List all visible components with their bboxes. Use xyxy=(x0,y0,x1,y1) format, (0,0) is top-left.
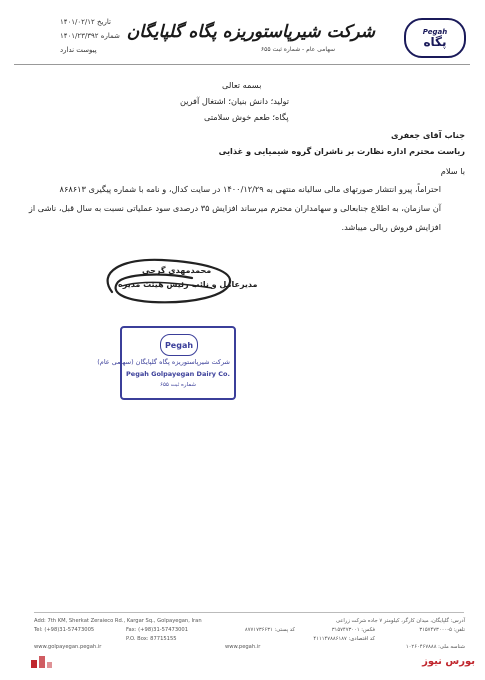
logo-text-fa: پگاه xyxy=(423,34,447,49)
stamp-fa-text: شرکت شیرپاستوریزه پگاه گلپایگان (سهامی عام) xyxy=(97,358,230,366)
stamp-registration: شماره ثبت ۶۵۵ xyxy=(160,382,196,388)
recipient-name: جناب آقای جعفری xyxy=(390,130,465,140)
footer-tel-fa: تلفن: ۵-۳۱۵۷۴۷۳۰۰۰ xyxy=(419,627,465,633)
stamp-logo: Pegah xyxy=(160,334,198,356)
letter-number xyxy=(60,32,120,40)
footer-po-en: P.O. Box: 87715155 xyxy=(126,636,177,642)
signatory-title: مدیرعامل و نائب رئیس هیئت مدیره xyxy=(118,280,258,289)
slogan-line-2: پگاه؛ طعم خوش سلامتی xyxy=(204,112,289,122)
footer-address-fa: آدرس: گلپایگان، میدان کارگر، کیلومتر ۷ جاده شرکت زراعی xyxy=(335,618,465,624)
company-name: شرکت شیرپاستوریزه پگاه گلپایگان xyxy=(126,22,375,42)
letter-body xyxy=(21,180,441,237)
logo-text-en: Pegah xyxy=(422,27,448,36)
footer-address-en: Add: 7th KM, Sherkat Zeraieco Rd., Kargar Sq., Golpayegan, Iran xyxy=(34,618,202,624)
footer-national-id-fa: شناسه ملی: ۱۰۲۶۰۴۶۷۸۸۸ xyxy=(405,644,465,650)
body-line-2: آن سازمان، به اطلاع جنابعالی و سهامداران محترم میرساند افزایش ۳۵ درصدی سود عملیاتی نسبت به سال قبل، ناشی از xyxy=(28,203,441,213)
stamp-en-text: Pegah Golpayegan Dairy Co. xyxy=(126,370,230,378)
number-value: ۱۴۰۱/۲۳/۳۹۲ xyxy=(60,32,99,40)
footer-divider xyxy=(34,612,464,613)
footer-postal-fa: کد پستی: ۸۷۷۱۷۳۶۶۳۱ xyxy=(244,627,295,633)
bourse-news-logo-icon xyxy=(28,652,54,672)
greeting: با سلام xyxy=(440,166,465,176)
date-value: ۱۴۰۱/۰۲/۱۲ xyxy=(60,18,95,26)
attachment-note: پیوست ندارد xyxy=(60,46,97,54)
body-line-3: افزایش فروش ریالی میباشد. xyxy=(341,222,441,232)
company-stamp xyxy=(97,326,236,400)
footer-fax-en: Fax: (+98)31-57473001 xyxy=(126,627,189,633)
footer-website-left[interactable]: www.golpayegan.pegah.ir xyxy=(34,644,102,650)
recipient-title: ریاست محترم اداره نظارت بر ناشران گروه شیمیایی و غذایی xyxy=(218,146,465,156)
footer-tel-en: Tel: (+98)31-57473005 xyxy=(34,627,95,633)
number-label: شماره xyxy=(100,32,120,40)
signatory-name: محمدمهدی گرجی xyxy=(142,266,212,275)
slogan-line-1: تولید؛ دانش بنیان؛ اشتغال آفرین xyxy=(180,96,289,106)
date-label: تاریخ xyxy=(97,18,111,26)
company-subtitle: سهامی عام - شماره ثبت ۶۵۵ xyxy=(260,46,335,53)
letter-date xyxy=(60,18,111,26)
footer-economic-code-fa: کد اقتصادی: ۴۱۱۱۴۷۸۸۶۱۸۷ xyxy=(313,636,375,642)
footer-fax-fa: فکس: ۳۱۵۷۴۷۳۰۰۱ xyxy=(331,627,375,633)
header-divider xyxy=(14,64,470,65)
body-line-1: احتراماً، پیرو انتشار صورتهای مالی سالیانه منتهی به ۱۴۰۰/۱۲/۲۹ در سایت کدال، و نامه با شماره پیگیری ۸۶۸۶۱۳ xyxy=(59,184,441,194)
footer-website-center[interactable]: www.pegah.ir xyxy=(225,644,261,650)
pegah-logo xyxy=(404,18,466,58)
bismillah: بسمه تعالی xyxy=(222,80,262,90)
bourse-news-brand: بورس نیوز xyxy=(422,656,475,667)
